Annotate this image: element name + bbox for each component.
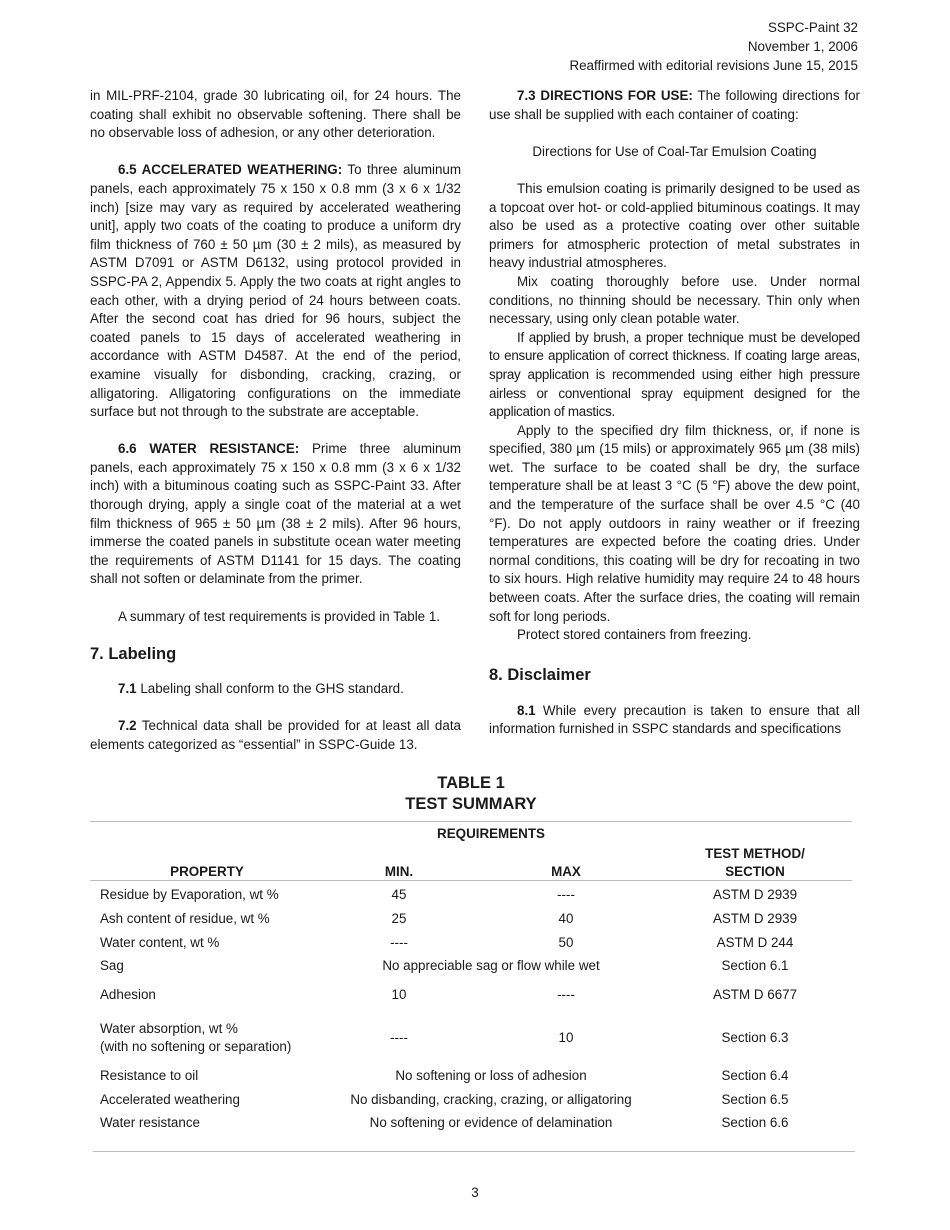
row-min: 25 [391, 911, 407, 926]
page-number: 3 [471, 1185, 479, 1200]
row-method: ASTM D 2939 [712, 911, 798, 926]
row-property-line1: Water absorption, wt % [100, 1021, 238, 1036]
row-property: Accelerated weathering [100, 1091, 240, 1107]
section-8-1-text: While every precaution is taken to ensure that all information furnished in SSPC standards and specifications [489, 702, 860, 737]
requirements-header: REQUIREMENTS [437, 826, 545, 841]
section-6-6-label: 6.6 WATER RESISTANCE: [118, 441, 300, 457]
table-row [90, 1088, 852, 1111]
row-property: Resistance to oil [100, 1068, 199, 1083]
min-header: MIN. [384, 864, 414, 879]
row-max: 40 [558, 911, 574, 926]
section-7-3-text: The following directions for use shall be supplied with each container of coating: [489, 88, 860, 122]
directions-paragraph-5: Protect stored containers from freezing. [517, 627, 752, 643]
section-6-5-label: 6.5 ACCELERATED WEATHERING: [118, 162, 343, 178]
table-bottom-rule [93, 1151, 855, 1152]
section-7-1-text: Labeling shall conform to the GHS standard. [136, 681, 404, 697]
table-top-rule [90, 821, 852, 822]
section-8-1-label: 8.1 [517, 702, 536, 718]
section-6-6 [90, 440, 461, 589]
table-row [90, 954, 852, 978]
row-requirement-span: No softening or evidence of delamination [369, 1114, 613, 1130]
row-method: ASTM D 244 [716, 934, 794, 950]
row-min: 45 [391, 887, 407, 902]
row-max: ---- [557, 987, 575, 1002]
section-7-2-label: 7.2 [118, 718, 137, 734]
property-header: PROPERTY [170, 864, 244, 879]
row-method: ASTM D 2939 [712, 887, 798, 902]
test-method-header-line2: SECTION [725, 864, 785, 879]
row-max: 10 [558, 1030, 574, 1045]
row-property-line2: (with no softening or separation) [100, 1039, 292, 1054]
heading-disclaimer: 8. Disclaimer [489, 665, 591, 684]
row-method: Section 6.5 [721, 1091, 789, 1107]
section-8-1 [489, 702, 860, 739]
table-row [90, 931, 852, 954]
section-7-2 [90, 717, 461, 754]
test-method-header [658, 845, 852, 883]
row-min: 10 [391, 987, 407, 1002]
header-date: November 1, 2006 [747, 39, 858, 54]
right-column [489, 87, 860, 739]
summary-note: A summary of test requirements is provided in Table 1. [118, 608, 441, 624]
row-requirement-span: No disbanding, cracking, crazing, or alligatoring [350, 1091, 632, 1107]
heading-labeling: 7. Labeling [90, 645, 177, 664]
row-min: ---- [390, 1030, 408, 1045]
row-method: Section 6.3 [721, 1030, 789, 1045]
left-column [90, 87, 461, 755]
row-property: Sag [100, 958, 124, 973]
row-method: Section 6.4 [721, 1068, 789, 1083]
directions-title: Directions for Use of Coal-Tar Emulsion Coating [532, 143, 817, 159]
row-property: Water resistance [100, 1114, 200, 1130]
row-method: Section 6.1 [721, 958, 789, 973]
running-header [569, 18, 858, 75]
section-7-1-label: 7.1 [118, 681, 137, 697]
row-property: Adhesion [100, 987, 156, 1002]
row-property [90, 1012, 324, 1064]
section-6-5-text: To three aluminum panels, each approximately 75 x 150 x 0.8 mm (3 x 6 x 1/32 inch) [size may vary as required by accelerated weathering unit], apply two coats of the coating to produce a uniform dry film thickness of 760 ± 50 µm (30 ± 2 mils), as measured by ASTM D7091 or ASTM D6132, using protocol provided in SSPC-PA 2, Appendix 5. Apply the two coats at right angles to each other, with a drying period of 24 hours between coats. After the second coat has dried for 96 hours, subject the coated panels to 15 days of accelerated weathering in accordance with ASTM D4587. At the end of the period, examine visually for disbonding, cracking, crazing, or alligatoring. Alligatoring configurations on the immediate surface but not through to the substrate are acceptable. [90, 162, 461, 420]
max-header: MAX [551, 864, 581, 879]
row-method: ASTM D 6677 [712, 987, 798, 1002]
directions-paragraph-1: This emulsion coating is primarily designed to be used as a topcoat over hot- or cold-applied bituminous coatings. It may also be used as a protective coating over other suitable primers for atmospheric protection of metal substrates in heavy industrial atmospheres. [489, 180, 860, 271]
table-row [90, 907, 852, 931]
row-method: Section 6.6 [721, 1114, 789, 1130]
row-requirement-span: No appreciable sag or flow while wet [382, 958, 600, 973]
row-property: Residue by Evaporation, wt % [100, 887, 279, 902]
section-7-2-text: Technical data shall be provided for at least all data elements categorized as “essential” in SSPC-Guide 13. [90, 718, 461, 752]
row-property: Ash content of residue, wt % [100, 911, 270, 926]
table-row [90, 1111, 852, 1134]
row-property: Water content, wt % [100, 934, 220, 950]
table-row [90, 1064, 852, 1088]
header-standard: SSPC-Paint 32 [767, 20, 858, 35]
row-max: ---- [557, 887, 575, 902]
paragraph-continued: in MIL-PRF-2104, grade 30 lubricating oil, for 24 hours. The coating shall exhibit no observable softening. There shall be no observable loss of adhesion, or any other deterioration. [90, 88, 461, 141]
table-row [90, 1012, 852, 1064]
directions-paragraph-3: If applied by brush, a proper technique must be developed to ensure application of correct thickness. If coating large areas, spray application is recommended using either high pressure airless or conventional spray equipment designed for the application of mastics. [489, 329, 860, 420]
header-reaffirmed: Reaffirmed with editorial revisions June 15, 2015 [569, 58, 858, 73]
section-7-1 [90, 680, 461, 699]
table-row [90, 978, 852, 1012]
directions-paragraph-2: Mix coating thoroughly before use. Under normal conditions, no thinning should be necessary. Thin only when necessary, using only clean potable water. [489, 273, 860, 327]
table-row [90, 883, 852, 907]
section-6-6-text: Prime three aluminum panels, each approximately 75 x 150 x 0.8 mm (3 x 6 x 1/32 inch) with a bituminous coating such as SSPC-Paint 33. After thorough drying, apply a single coat of the material at a wet film thickness of 965 ± 50 µm (38 ± 2 mils). After 96 hours, immerse the coated panels in substitute ocean water meeting the requirements of ASTM D1141 for 15 days. The coating shall not soften or delaminate from the primer. [90, 441, 461, 587]
section-7-3 [489, 87, 860, 124]
row-requirement-span: No softening or loss of adhesion [395, 1068, 587, 1083]
table-title [90, 773, 852, 815]
test-method-header-line1: TEST METHOD/ [705, 846, 805, 861]
table-number: TABLE 1 [437, 774, 505, 792]
table-header-row-2 [90, 845, 852, 883]
section-7-3-label: 7.3 DIRECTIONS FOR USE: [517, 88, 693, 103]
table-caption: TEST SUMMARY [405, 795, 537, 813]
row-min: ---- [390, 934, 408, 950]
table-header-row-1 [90, 823, 852, 845]
section-6-5 [90, 161, 461, 421]
test-summary-table [90, 823, 852, 1134]
directions-paragraph-4: Apply to the specified dry film thickness, or, if none is specified, 380 µm (15 mils) or approximately 965 µm (38 mils) wet. The surface to be coated shall be dry, the surface temperature shall be at least 3 °C (5 °F) above the dew point, and the temperature of the surface shall be over 4.5 °C (40 °F). Do not apply outdoors in rainy weather or if freezing temperatures are expected before the coating dries. Under normal conditions, this coating will be dry for recoating in two to six hours. High relative humidity may require 24 to 48 hours between coats. After the surface dries, the coating will remain soft for long periods. [489, 422, 860, 624]
row-max: 50 [558, 934, 574, 950]
